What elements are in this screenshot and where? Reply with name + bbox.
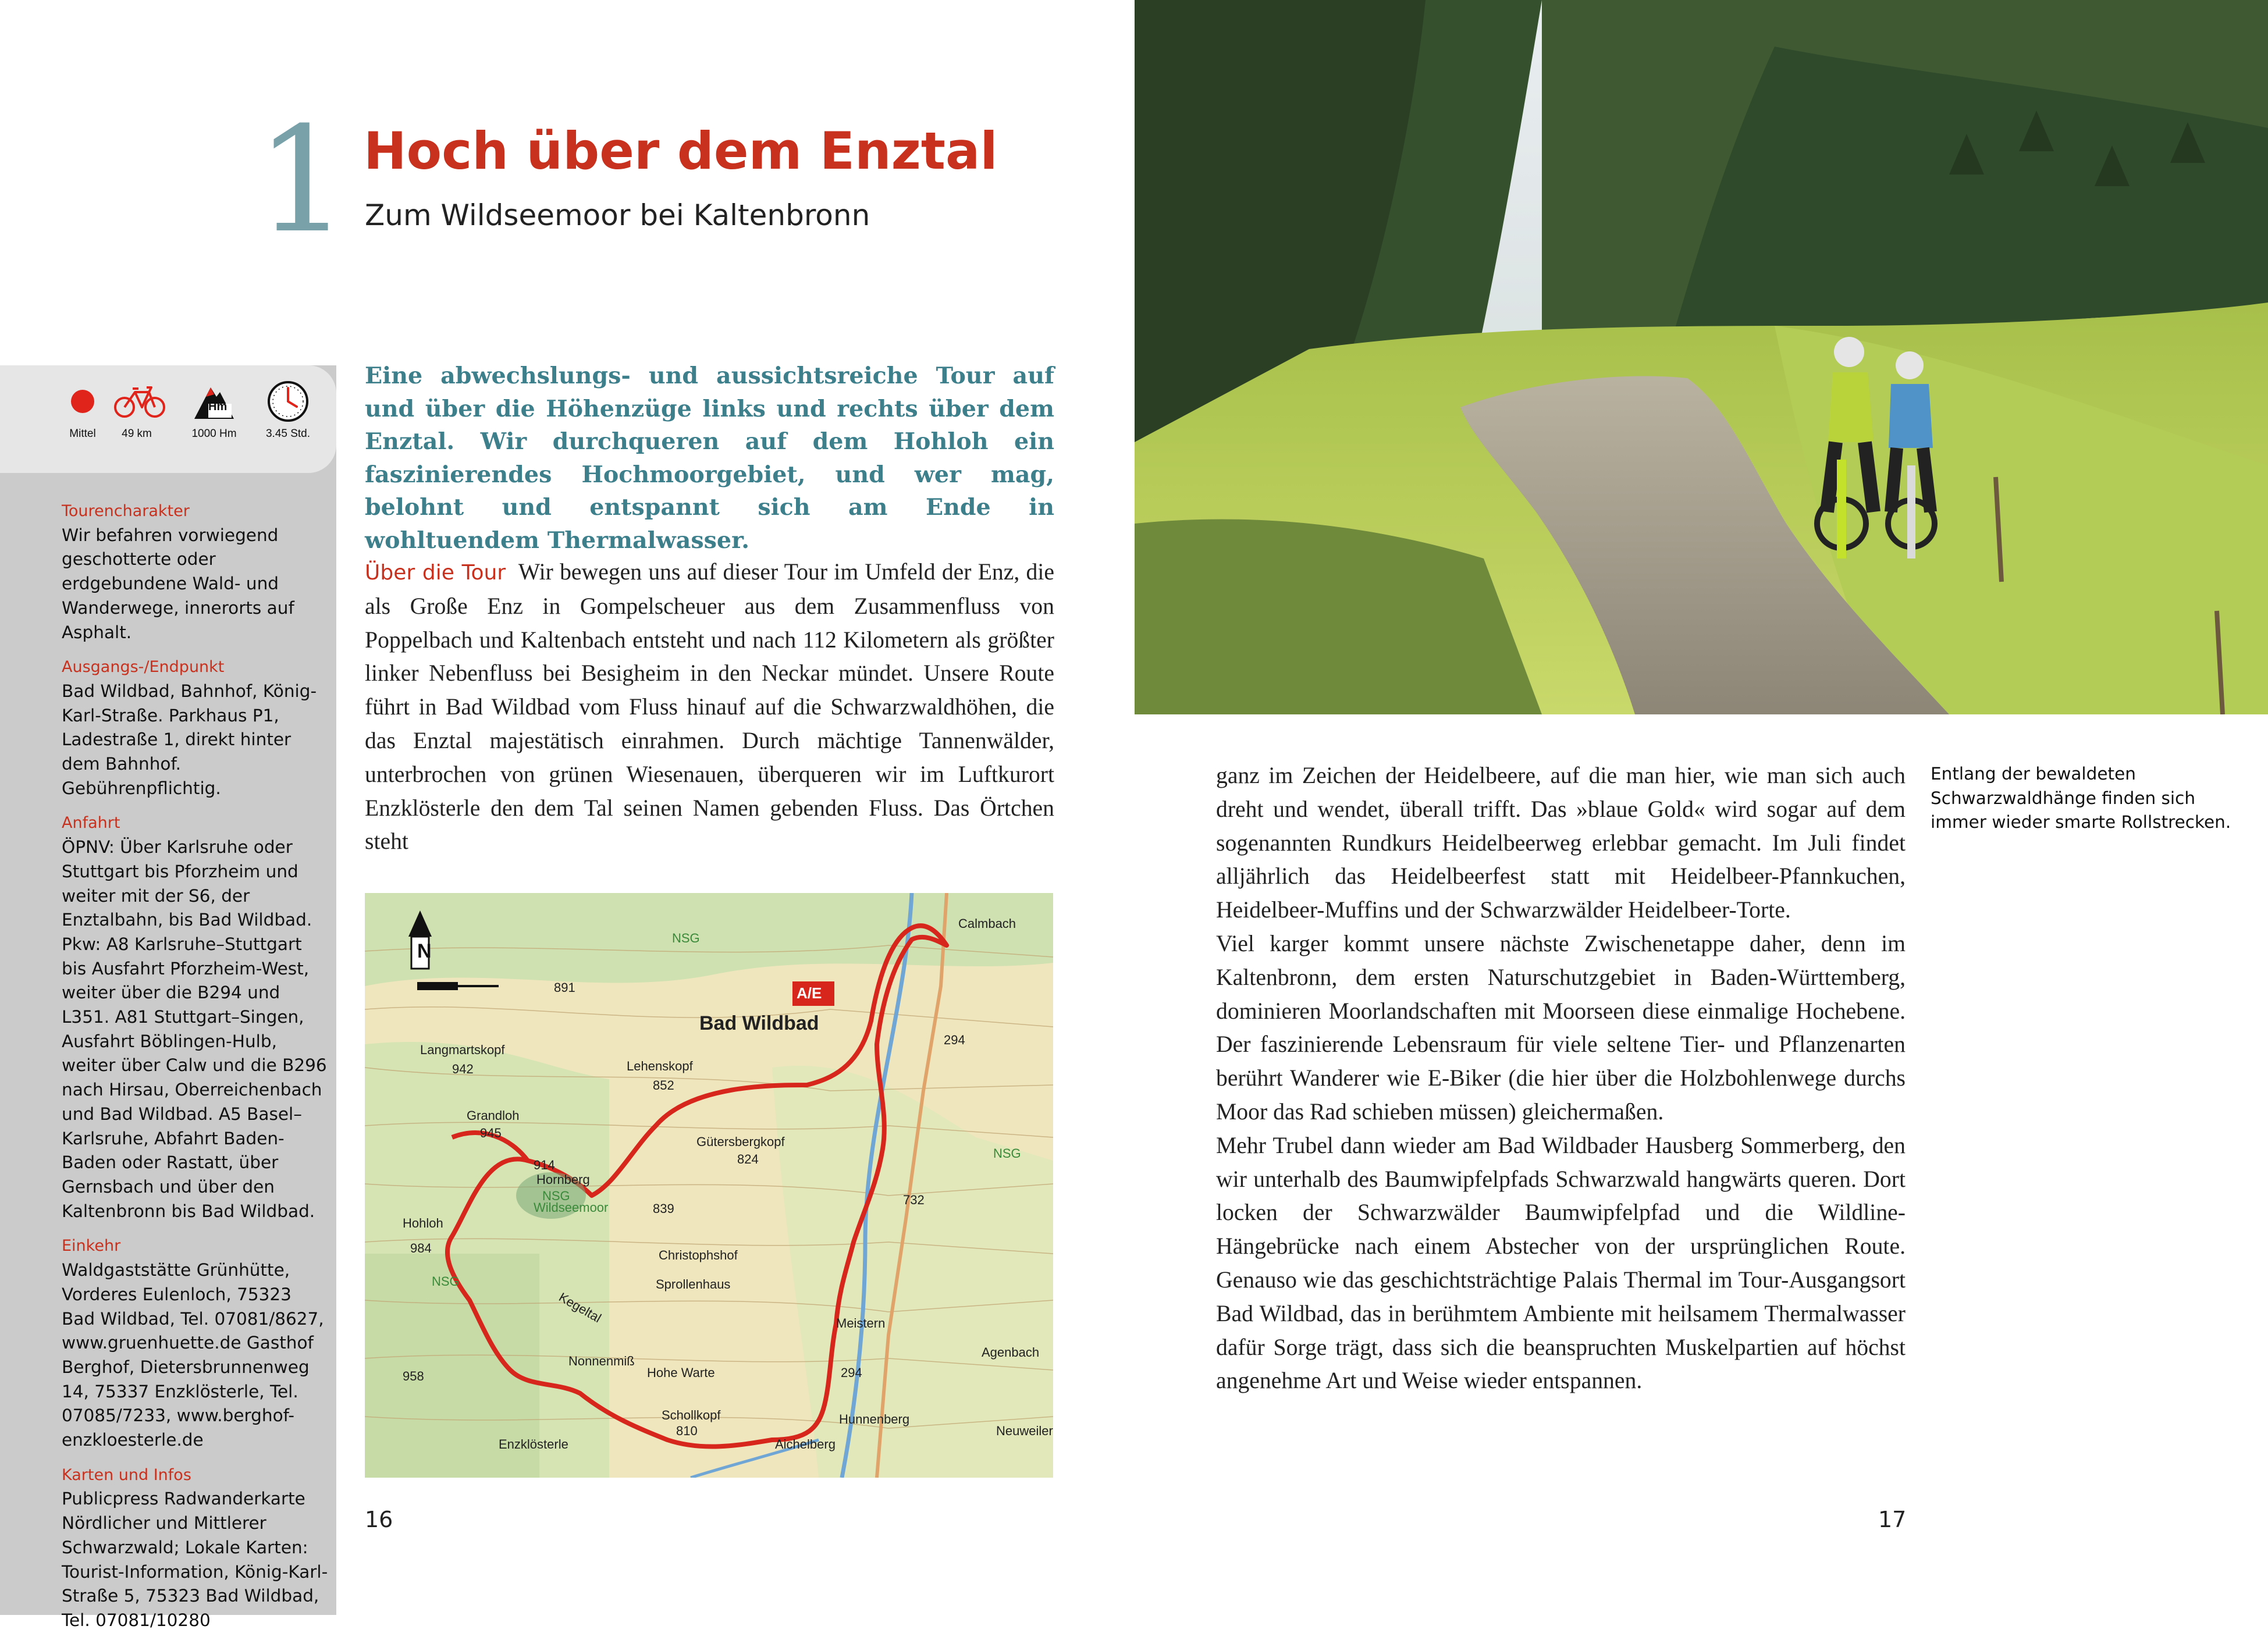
section-lead: Über die Tour <box>365 561 506 585</box>
chapter-subtitle: Zum Wildseemoor bei Kaltenbronn <box>365 198 870 232</box>
map-place-label: Agenbach <box>982 1345 1040 1360</box>
map-place-label: Aichelberg <box>775 1437 836 1451</box>
elevation-icon-text: Hm <box>208 400 227 413</box>
sidebar-heading: Ausgangs-/Endpunkt <box>62 658 225 677</box>
chapter-title: Hoch über dem Enztal <box>364 121 998 181</box>
sidebar-text: Wir befahren vorwiegend geschotterte oder erdgebundene Wald- und Wanderwege, innerorts auf Asphalt. <box>62 525 294 642</box>
body-text: Wir bewegen uns auf dieser Tour im Umfeld der Enz, die als Große Enz in Gompelscheuer aus dem Zusammenfluss von Poppelbach und Kaltenbach entsteht und nach 112 Kilometern als größter linker Nebenfluss bei Besigheim in den Neckar mündet. Unsere Route führt in Bad Wildbad vom Fluss hinauf auf die Schwarzwaldhöhen, die das Enztal majestätisch einrahmen. Durch mächtige Tannenwälder, unterbrochen von grünen Wiesenauen, überqueren wir im Luftkurort Enzklösterle den dem Tal seinen Namen gebenden Fluss. Das Örtchen steht <box>365 559 1054 855</box>
map-elevation-label: 945 <box>480 1126 502 1140</box>
map-place-label: Hunnenberg <box>839 1412 910 1426</box>
sidebar-text: ÖPNV: Über Karlsruhe oder Stuttgart bis Pforzheim und weiter mit der S6, der Enztalbahn, bis Bad Wildbad. Pkw: A8 Karlsruhe–Stuttgart bis Ausfahrt Pforzheim-West, weiter über die B294 und L351. A81 Stuttgart–Singen, Ausfahrt Böblingen-Hulb, weiter über Calw und die B296 nach Hirsau, Oberreichenbach und Bad Wildbad. A5 Basel–Karlsruhe, Abfahrt Baden-Baden oder Rastatt, über Gernsbach und über den Kaltenbronn bis Bad Wildbad. <box>62 837 327 1221</box>
map-elevation-label: 824 <box>737 1152 759 1166</box>
intro-paragraph: Eine abwechslungs- und aussichtsreiche Tour auf und über die Höhenzüge links und rechts über dem Enztal. Wir durchqueren auf dem Hohloh ein faszinierendes Hochmoorgebiet, und wer mag, belohnt und entspannt sich am Ende in wohltuendem Thermalwasser. <box>365 362 1054 554</box>
map-place-label: Nonnenmiß <box>568 1354 635 1368</box>
difficulty-dot-icon <box>65 378 100 425</box>
body-column-left <box>365 556 1054 859</box>
north-arrow-label: N <box>417 940 432 962</box>
map-elevation-label: 810 <box>676 1424 698 1438</box>
map-place-label: Sprollenhaus <box>656 1277 731 1292</box>
body-text: Viel karger kommt unsere nächste Zwischenetappe daher, denn im Kaltenbronn, dem ersten Naturschutzgebiet in Baden-Württemberg, dominieren Moorlandschaften mit Moorseen diese einmalige Hochebene. Der faszinierende Lebensraum für viele seltene Tier- und Pflanzenarten berührt Wanderer wie E-Biker (die hier über die Holzbohlenwege durchs Moor das Rad schieben müssen) gleichermaßen. <box>1216 930 1906 1125</box>
map-road-label: 294 <box>841 1365 862 1380</box>
map-place-label: Meistern <box>836 1316 886 1330</box>
map-elevation-label: 839 <box>653 1201 674 1216</box>
map-elevation-label: 732 <box>903 1193 925 1207</box>
map-elevation-label: 942 <box>452 1062 474 1076</box>
sidebar-heading: Karten und Infos <box>62 1465 191 1484</box>
map-place-label: Enzklösterle <box>499 1437 568 1451</box>
map-nsg-label: NSG <box>993 1146 1021 1161</box>
map-place-label: Neuweiler <box>996 1424 1053 1438</box>
map-place-label: Kegeltal <box>556 1289 604 1326</box>
bicycle-icon <box>111 378 169 425</box>
map-road-label: 294 <box>944 1033 965 1047</box>
map-place-label: Schollkopf <box>662 1408 721 1422</box>
map-place-label: Bad Wildbad <box>699 1012 819 1034</box>
duration-label: 3.45 Std. <box>265 428 311 440</box>
map-nsg-label: NSG <box>432 1274 460 1289</box>
map-elevation-label: 852 <box>653 1078 674 1093</box>
sidebar-heading: Einkehr <box>62 1237 121 1255</box>
map-elevation-label: 891 <box>554 980 575 995</box>
map-place-label: Hornberg <box>536 1172 590 1187</box>
elevation-label: 1000 Hm <box>191 428 237 440</box>
sidebar-text: Bad Wildbad, Bahnhof, König-Karl-Straße. Parkhaus P1, Ladestraße 1, direkt hinter dem Bahnhof. Gebührenpflichtig. <box>62 681 317 798</box>
map-place-label: Langmartskopf <box>420 1043 505 1057</box>
body-text: Mehr Trubel dann wieder am Bad Wildbader Hausberg Sommerberg, den wir unterhalb des Baumwipfelpfads Schwarzwald hangwärts queren. Dort locken der Schwarzwälder Baumwipfelpfad und die Wildline-Hängebrücke nach einem Abstecher von der ursprünglichen Route. Genauso wie das geschichtsträchtige Palais Thermal im Tour-Ausgangsort Bad Wildbad, das in berühmtem Ambiente mit heilsamem Thermalwasser dafür Sorge trägt, dass sich die beanspruchten Muskelpartien auf höchst angenehme Art und Weise wieder entspannen. <box>1216 1132 1906 1394</box>
body-text: ganz im Zeichen der Heidelbeere, auf die man hier, wie man sich auch dreht und wendet, überall trifft. Das »blaue Gold« wird sogar auf dem sogenannten Rundkurs Heidelbeerweg erlebbar gemacht. Im Juli findet alljährlich das Heidelbeerfest statt mit Heidelbeer-Pfannkuchen, Heidelbeer-Muffins und der Schwarzwälder Heidelbeer-Torte. <box>1216 763 1906 923</box>
page-number-left: 16 <box>365 1507 393 1532</box>
cyclists-photo <box>1135 0 2268 714</box>
sidebar-text: Publicpress Radwanderkarte Nördlicher und Mittlerer Schwarzwald; Lokale Karten: Tourist-Information, König-Karl-Straße 5, 75323 Bad Wildbad, Tel. 07081/10280 <box>62 1489 328 1630</box>
sidebar-heading: Anfahrt <box>62 814 120 832</box>
difficulty-label: Mittel <box>69 428 96 440</box>
sidebar-heading: Tourencharakter <box>62 502 190 520</box>
clock-icon <box>265 378 311 425</box>
elevation-mountain-icon <box>191 378 237 425</box>
map-place-label: Calmbach <box>958 916 1016 931</box>
map-nsg-label: NSG <box>542 1189 570 1203</box>
map-place-label: Gütersbergkopf <box>696 1134 785 1149</box>
body-column-right <box>1216 759 1906 1398</box>
map-place-label: Wildseemoor <box>534 1200 609 1215</box>
photo-caption: Entlang der bewaldeten Schwarzwaldhänge finden sich immer wieder smarte Rollstrecken. <box>1931 764 2231 832</box>
map-place-label: Hohloh <box>403 1216 443 1230</box>
map-elevation-label: 958 <box>403 1369 424 1383</box>
chapter-number: 1 <box>256 95 349 265</box>
map-place-label: Christophshof <box>659 1248 738 1262</box>
start-end-badge: A/E <box>797 984 822 1002</box>
page-number-right: 17 <box>1878 1507 1907 1532</box>
map-place-label: Lehenskopf <box>627 1059 693 1073</box>
distance-label: 49 km <box>122 428 152 440</box>
map-nsg-label: NSG <box>672 931 700 945</box>
route-map <box>365 893 1053 1478</box>
map-place-label: Hohe Warte <box>647 1365 715 1380</box>
map-elevation-label: 914 <box>534 1158 555 1172</box>
sidebar-info <box>62 499 329 1633</box>
map-elevation-label: 984 <box>410 1241 432 1255</box>
map-place-label: Grandloh <box>467 1108 520 1123</box>
sidebar-text: Waldgaststätte Grünhütte, Vorderes Eulenloch, 75323 Bad Wildbad, Tel. 07081/8627, www.gruenhuette.de Gasthof Berghof, Dietersbrunnenweg 14, 75337 Enzklösterle, Tel. 07085/7233, www.berghof-enzkloesterle.de <box>62 1260 324 1450</box>
